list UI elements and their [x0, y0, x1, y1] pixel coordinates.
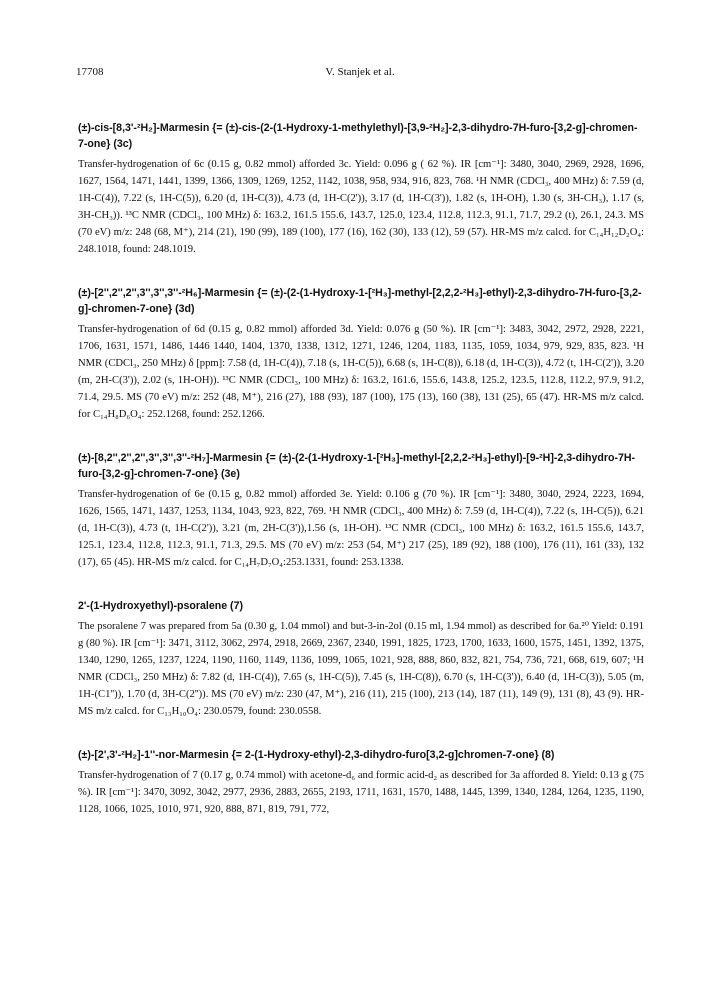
article-body [78, 120, 644, 845]
compound-description: Transfer-hydrogenation of 6e (0.15 g, 0.82 mmol) afforded 3e. Yield: 0.106 g (70 %). IR [cm⁻¹]: 3480, 3040, 2924, 2223, 1694, 1626, 1565, 1471, 1437, 1253, 1134, 1043, 923, 822, 769. ¹H NMR (CDCl₃, 400 MHz) δ: 7.59 (d, 1H-C(4)), 7.22 (s, 1H-C(5)), 6.21 (d, 1H-C(3)), 4.73 (t, 1H-C(2')), 3.21 (m, 2H-C(3')),1.56 (s, 1H-OH). ¹³C NMR (CDCl₃, 100 MHz) δ: 163.2, 161.5 155.6, 143.7, 125.1, 123.4, 112.8, 112.3, 91.1, 71.3, 29.5. MS (70 eV) m/z: 253 (54, M⁺) 217 (25), 189 (92), 188 (100), 176 (11), 161 (33), 132 (17), 65 (45). HR-MS m/z calcd. for C₁₄H₇D₇O₄:253.1331, found: 253.1338. [78, 489, 644, 568]
compound-entry-8 [78, 747, 644, 818]
compound-title: (±)-[8,2'',2'',2'',3'',3'',3''-²H₇]-Marmesin {= (±)-(2-(1-Hydroxy-1-[²H₃]-methyl-[2,2,2-²H₃]-ethyl)-[9-²H]-2,3-dihydro-7H-furo-[3,2-g]-chromen-7-one} (3e) [78, 452, 636, 480]
running-head: V. Stanjek et al. [325, 66, 395, 78]
compound-title: (±)-cis-[8,3'-²H₂]-Marmesin {= (±)-cis-(2-(1-Hydroxy-1-methylethyl)-[3,9-²H₂]-2,3-dihydro-7H-furo-[3,2-g]-chromen-7-one} (3c) [78, 122, 638, 150]
compound-description: Transfer-hydrogenation of 6d (0.15 g, 0.82 mmol) afforded 3d. Yield: 0.076 g (50 %). IR [cm⁻¹]: 3483, 3042, 2972, 2928, 2221, 1706, 1631, 1571, 1486, 1446 1440, 1404, 1370, 1338, 1312, 1271, 1246, 1204, 1183, 1135, 1059, 1034, 979, 929, 835, 823. ¹H NMR (CDCl₃, 250 MHz) δ [ppm]: 7.58 (d, 1H-C(4)), 7.18 (s, 1H-C(5)), 6.68 (s, 1H-C(8)), 6.18 (d, 1H-C(3)), 4.72 (t, 1H-C(2')), 3.20 (m, 2H-C(3')), 2.02 (s, 1H-OH)). ¹³C NMR (CDCl₃, 100 MHz) δ: 163.2, 161.6, 155.6, 143.8, 125.2, 123.5, 112.8, 112.2, 97.9, 91.2, 71.4, 29.5. MS (70 eV) m/z: 252 (48, M⁺), 216 (27), 188 (93), 187 (100), 175 (13), 160 (38), 131 (25), 65 (47). HR-MS m/z calcd. for C₁₄H₈D₆O₄: 252.1268, found: 252.1266. [78, 324, 644, 420]
compound-entry-3c [78, 120, 644, 258]
compound-entry-7 [78, 598, 644, 720]
compound-title: 2'-(1-Hydroxyethyl)-psoralene (7) [78, 600, 243, 612]
compound-title: (±)-[2'',2'',2'',3'',3'',3''-²H₆]-Marmesin {= (±)-(2-(1-Hydroxy-1-[²H₃]-methyl-[2,2,2-²H₃]-ethyl)-2,3-dihydro-7H-furo-[3,2-g]-chromen-7-one} (3d) [78, 287, 642, 315]
compound-description: Transfer-hydrogenation of 6c (0.15 g, 0.82 mmol) afforded 3c. Yield: 0.096 g ( 62 %). IR [cm⁻¹]: 3480, 3040, 2969, 2928, 1696, 1627, 1564, 1471, 1441, 1399, 1366, 1309, 1269, 1252, 1142, 1038, 958, 934, 916, 823, 768. ¹H NMR (CDCl₃, 400 MHz) δ: 7.59 (d, 1H-C(4)), 7.22 (s, 1H-C(5)), 6.20 (d, 1H-C(3)), 4.73 (d, 1H-C(2')), 3.17 (d, 1H-C(3')), 1.82 (s, 1H-OH), 1.30 (s, 3H-CH₃), 1.17 (s, 3H-CH₃)). ¹³C NMR (CDCl₃, 100 MHz) δ: 163.2, 161.5 155.6, 143.7, 125.0, 123.4, 112.8, 112.3, 91.1, 71.7, 29.2 (t), 26.1, 24.3. MS (70 eV) m/z: 248 (68, M⁺), 214 (21), 190 (99), 189 (100), 177 (16), 162 (30), 133 (12), 59 (57). HR-MS m/z calcd. for C₁₄H₁₂D₂O₄: 248.1018, found: 248.1019. [78, 159, 644, 255]
compound-description: The psoralene 7 was prepared from 5a (0.30 g, 1.04 mmol) and but-3-in-2ol (0.15 ml, 1.94 mmol) as described for 6a.²⁰ Yield: 0.191 g (80 %). IR [cm⁻¹]: 3471, 3112, 3062, 2974, 2918, 2669, 2367, 2340, 1991, 1825, 1723, 1700, 1633, 1600, 1575, 1451, 1392, 1375, 1340, 1290, 1265, 1237, 1224, 1190, 1160, 1149, 1136, 1099, 1065, 1021, 928, 888, 860, 832, 821, 754, 736, 721, 668, 619, 607; ¹H NMR (CDCl₃, 250 MHz) δ: 7.82 (d, 1H-C(4)), 7.65 (s, 1H-C(5)), 7.45 (s, 1H-C(8)), 6.70 (s, 1H-C(3')), 6.40 (d, 1H-C(3)), 5.05 (m, 1H-(C1'')), 1.70 (d, 3H-C(2'')). MS (70 eV) m/z: 230 (47, M⁺), 216 (11), 215 (100), 213 (14), 187 (11), 149 (9), 131 (8), 43 (9). HR-MS m/z calcd. for C₁₃H₁₀O₄: 230.0579, found: 230.0558. [78, 621, 644, 717]
compound-entry-3e [78, 450, 644, 571]
compound-title: (±)-[2',3'-²H₂]-1''-nor-Marmesin {= 2-(1-Hydroxy-ethyl)-2,3-dihydro-furo[3,2-g]chromen-7-one} (8) [78, 749, 555, 761]
compound-description: Transfer-hydrogenation of 7 (0.17 g, 0.74 mmol) with acetone-d₆ and formic acid-d₂ as described for 3a afforded 8. Yield: 0.13 g (75 %). IR [cm⁻¹]: 3470, 3092, 3042, 2977, 2936, 2883, 2655, 2193, 1711, 1631, 1570, 1488, 1445, 1399, 1340, 1284, 1264, 1235, 1190, 1128, 1066, 1025, 1010, 971, 920, 888, 871, 819, 791, 772, [78, 770, 644, 815]
compound-entry-3d [78, 285, 644, 423]
page-number: 17708 [76, 66, 104, 78]
